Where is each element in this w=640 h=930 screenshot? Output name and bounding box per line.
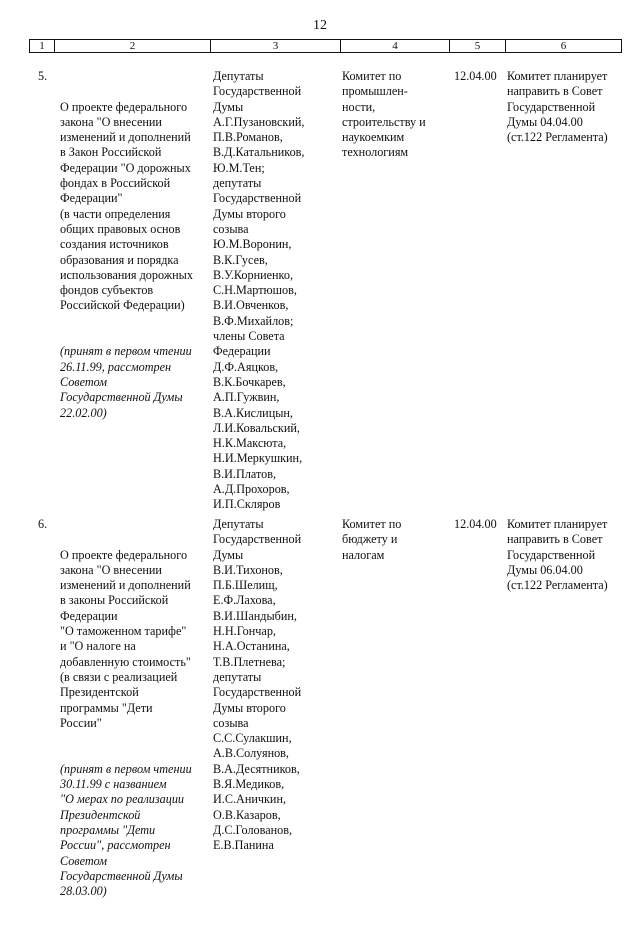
text-line: фондах в Российской: [60, 176, 171, 191]
date: 12.04.00: [454, 69, 497, 83]
text-line: добавленную стоимость": [60, 654, 191, 669]
title-lines: [60, 548, 210, 732]
text-line: Комитет планирует: [507, 517, 608, 531]
text-line: депутаты: [213, 176, 262, 191]
text-line: (ст.122 Регламента): [507, 578, 608, 593]
text-line: В.Я.Медиков,: [213, 777, 285, 792]
text-line: Ю.М.Тен;: [213, 160, 265, 175]
text-line: Государственной: [213, 532, 302, 547]
text-line: С.С.Сулакшин,: [213, 731, 292, 746]
text-line: направить в Совет: [507, 532, 603, 547]
text-line: Думы: [213, 547, 244, 562]
text-line: (принят в первом чтении: [60, 344, 192, 359]
text-line: Е.В.Панина: [213, 838, 274, 853]
text-line: (ст.122 Регламента): [507, 130, 608, 145]
text-line: Н.И.Меркушкин,: [213, 451, 303, 466]
text-line: А.П.Гужвин,: [213, 390, 280, 405]
text-line: строительству и: [342, 114, 426, 129]
header-col-2: 2: [55, 40, 211, 52]
text-line: Н.К.Максюта,: [213, 436, 287, 451]
text-line: Государственной Думы: [60, 390, 183, 405]
text-line: созыва: [213, 715, 249, 730]
text-line: Президентской: [60, 685, 139, 700]
text-line: (в связи с реализацией: [60, 669, 178, 684]
text-line: наукоемким: [342, 130, 405, 145]
text-line: В.И.Тихонов,: [213, 562, 283, 577]
text-line: образования и порядка: [60, 252, 179, 267]
text-line: Ю.М.Воронин,: [213, 237, 292, 252]
bill-title: [60, 517, 210, 930]
text-line: программы "Дети: [60, 822, 156, 837]
text-line: В.Ф.Михайлов;: [213, 313, 294, 328]
bill-title: [60, 69, 210, 451]
text-line: Думы 04.04.00: [507, 114, 583, 129]
text-line: Федерации": [60, 191, 123, 206]
text-line: А.Г.Пузановский,: [213, 114, 305, 129]
text-line: "О таможенном тарифе": [60, 624, 187, 639]
text-line: направить в Совет: [507, 84, 603, 99]
text-line: в законы Российской: [60, 593, 169, 608]
text-line: Государственной Думы: [60, 868, 183, 883]
text-line: В.У.Корниенко,: [213, 267, 293, 282]
text-line: И.С.Аничкин,: [213, 792, 287, 807]
text-line: закона "О внесении: [60, 114, 162, 129]
title-lines: [60, 100, 210, 314]
text-line: фондов субъектов: [60, 283, 154, 298]
text-line: В.Д.Катальников,: [213, 145, 305, 160]
header-col-4: 4: [341, 40, 450, 52]
text-line: Президентской: [60, 807, 141, 822]
entry-number: 5.: [38, 69, 48, 83]
text-line: общих правовых основ: [60, 221, 181, 236]
text-line: О.В.Казаров,: [213, 807, 281, 822]
text-line: Федерации "О дорожных: [60, 160, 191, 175]
text-line: технологиям: [342, 145, 409, 160]
entry-number: 6.: [38, 517, 48, 531]
text-line: использования дорожных: [60, 267, 193, 282]
text-line: В.К.Бочкарев,: [213, 374, 286, 389]
authors: [213, 517, 338, 854]
text-line: депутаты: [213, 669, 262, 684]
text-line: В.И.Шандыбин,: [213, 608, 297, 623]
text-line: созыва: [213, 221, 249, 236]
text-line: изменений и дополнений: [60, 578, 191, 593]
text-line: С.Н.Мартюшов,: [213, 283, 297, 298]
text-line: О проекте федерального: [60, 99, 188, 114]
text-line: Государственной: [213, 685, 302, 700]
text-line: Думы второго: [213, 206, 286, 221]
text-line: Советом: [60, 853, 108, 868]
text-line: промышлен-: [342, 84, 408, 99]
text-line: Т.В.Плетнева;: [213, 654, 286, 669]
committee: [342, 69, 452, 161]
text-line: ности,: [342, 99, 376, 114]
text-line: В.А.Кислицын,: [213, 405, 293, 420]
text-line: Думы 06.04.00: [507, 562, 583, 577]
text-line: Комитет по: [342, 69, 402, 83]
text-line: Комитет планирует: [507, 69, 608, 83]
text-line: В.А.Десятников,: [213, 761, 300, 776]
text-line: Д.Ф.Аяцков,: [213, 359, 279, 374]
header-col-5: 5: [450, 40, 506, 52]
text-line: В.И.Платов,: [213, 466, 277, 481]
text-line: (принят в первом чтении: [60, 761, 192, 776]
text-line: России": [60, 715, 102, 730]
text-line: Федерации: [60, 608, 118, 623]
text-line: изменений и дополнений: [60, 130, 191, 145]
text-line: (в части определения: [60, 206, 171, 221]
text-line: Д.С.Голованов,: [213, 822, 293, 837]
authors: [213, 69, 338, 513]
text-line: 30.11.99 с названием: [60, 777, 167, 792]
text-line: программы "Дети: [60, 700, 153, 715]
text-line: Н.А.Останина,: [213, 639, 290, 654]
text-line: 26.11.99, рассмотрен: [60, 359, 172, 374]
text-line: и "О налоге на: [60, 639, 136, 654]
text-line: Думы: [213, 99, 244, 114]
text-line: Л.И.Ковальский,: [213, 420, 300, 435]
text-line: закона "О внесении: [60, 562, 162, 577]
text-line: Государственной: [213, 84, 302, 99]
reading-note: [60, 344, 210, 420]
text-line: П.В.Романов,: [213, 130, 283, 145]
text-line: В.К.Гусев,: [213, 252, 268, 267]
text-line: "О мерах по реализации: [60, 792, 185, 807]
date: 12.04.00: [454, 517, 497, 531]
text-line: Государственной: [507, 99, 596, 114]
text-line: Депутаты: [213, 69, 264, 83]
text-line: создания источников: [60, 237, 169, 252]
table-header-row: [29, 39, 622, 53]
text-line: 22.02.00): [60, 405, 107, 420]
status: [507, 69, 632, 145]
text-line: налогам: [342, 547, 385, 562]
text-line: в Закон Российской: [60, 145, 162, 160]
text-line: Государственной: [507, 547, 596, 562]
text-line: Депутаты: [213, 517, 264, 531]
committee: [342, 517, 452, 563]
text-line: Федерации: [213, 344, 271, 359]
text-line: бюджету и: [342, 532, 398, 547]
text-line: Е.Ф.Лахова,: [213, 593, 276, 608]
header-col-1: 1: [30, 40, 55, 52]
page-number: 12: [313, 18, 327, 33]
text-line: Думы второго: [213, 700, 286, 715]
text-line: Советом: [60, 374, 108, 389]
text-line: П.Б.Шелищ,: [213, 578, 278, 593]
status: [507, 517, 632, 593]
header-col-6: 6: [560, 40, 567, 52]
text-line: А.Д.Прохоров,: [213, 482, 290, 497]
text-line: О проекте федерального: [60, 547, 188, 562]
text-line: А.В.Солуянов,: [213, 746, 289, 761]
text-line: Н.Н.Гончар,: [213, 624, 276, 639]
text-line: России", рассмотрен: [60, 838, 171, 853]
text-line: Комитет по: [342, 517, 402, 531]
text-line: И.П.Скляров: [213, 497, 281, 512]
text-line: члены Совета: [213, 329, 285, 344]
header-col-3: 3: [211, 40, 341, 52]
text-line: Государственной: [213, 191, 302, 206]
text-line: Российской Федерации): [60, 298, 185, 313]
reading-note: [60, 762, 210, 900]
text-line: 28.03.00): [60, 884, 107, 899]
text-line: В.И.Овченков,: [213, 298, 289, 313]
